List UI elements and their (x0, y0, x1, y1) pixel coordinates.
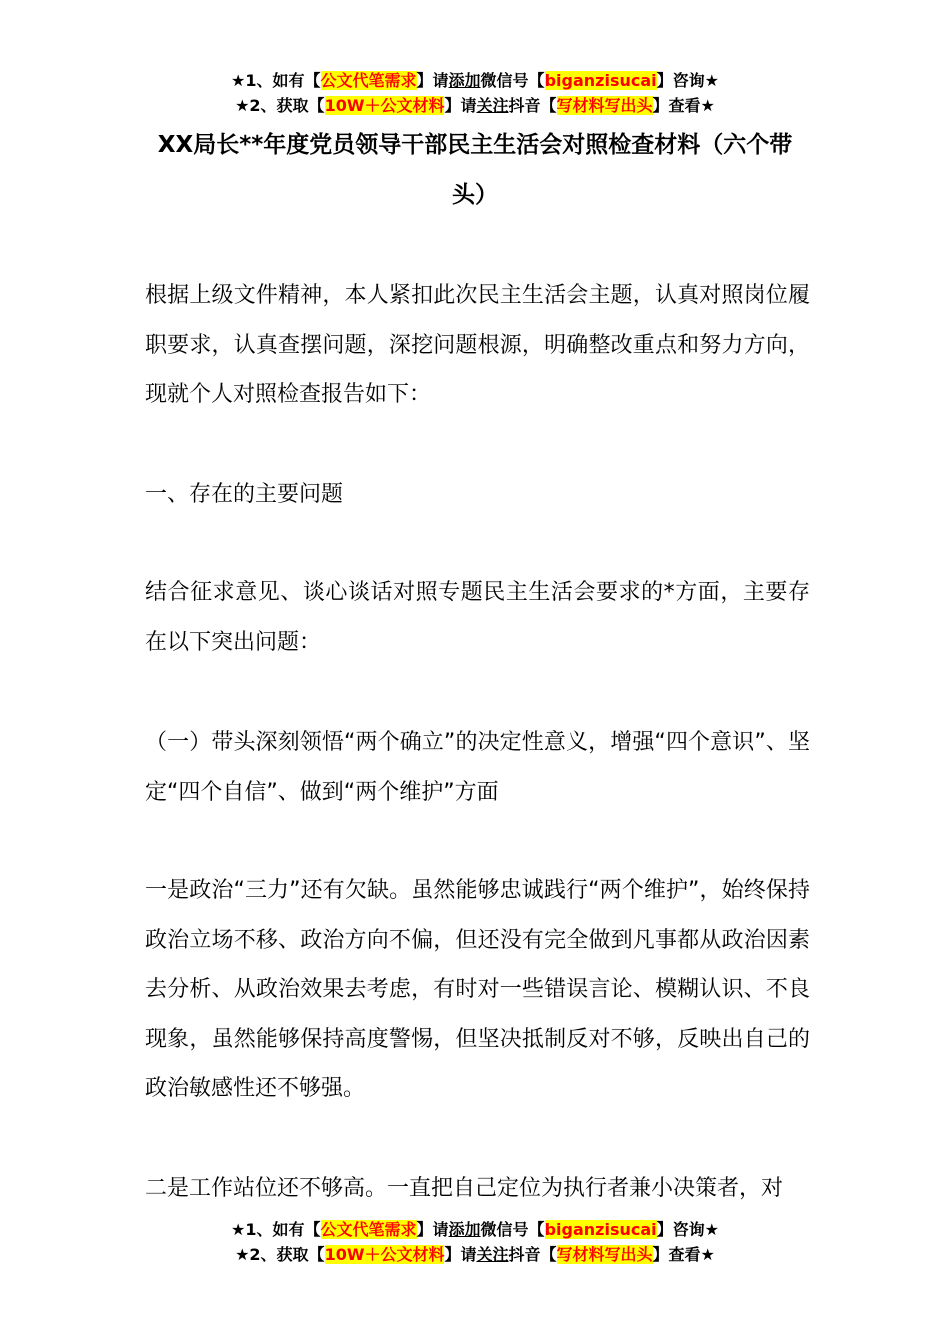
promo-text: 】请 (444, 1245, 477, 1264)
body-paragraph: 结合征求意见、谈心谈话对照专题民主生活会要求的*方面，主要存在以下突出问题： (145, 580, 810, 655)
promo-underlined: 关注 (476, 1245, 509, 1264)
promo-text: 微信号【 (480, 1220, 545, 1239)
promo-highlight: 公文代笔需求 (320, 71, 417, 90)
promo-text: 】咨询★ (656, 71, 719, 90)
promo-text: 】请 (444, 96, 477, 115)
promo-highlight: biganzisucai (544, 71, 657, 90)
promo-text: 】请 (416, 71, 449, 90)
promo-line-2 (0, 1242, 950, 1267)
promo-text: 】查看★ (652, 1245, 715, 1264)
promo-highlight: 公文代笔需求 (320, 1220, 417, 1239)
promo-banner-bottom (0, 1217, 950, 1267)
promo-text: 抖音【 (508, 96, 557, 115)
promo-text: 】查看★ (652, 96, 715, 115)
document-title: XX局长**年度党员领导干部民主生活会对照检查材料（六个带头） (157, 132, 793, 208)
promo-line-1 (0, 1217, 950, 1242)
promo-text: ★2、获取【 (235, 96, 325, 115)
promo-text: 微信号【 (480, 71, 545, 90)
promo-line-1 (0, 68, 950, 93)
body-paragraph: 二是工作站位还不够高。一直把自己定位为执行者兼小决策者，对 (145, 1176, 784, 1201)
promo-banner-top (0, 68, 950, 118)
promo-underlined: 添加 (448, 1220, 481, 1239)
intro-paragraph: 根据上级文件精神，本人紧扣此次民主生活会主题，认真对照岗位履职要求，认真查摆问题，深挖问题根源，明确整改重点和努力方向，现就个人对照检查报告如下： (145, 283, 810, 407)
promo-highlight: 10W＋公文材料 (324, 1245, 445, 1264)
promo-text: ★1、如有【 (231, 1220, 321, 1239)
promo-highlight: 写材料写出头 (556, 1245, 653, 1264)
promo-underlined: 关注 (476, 96, 509, 115)
promo-highlight: 写材料写出头 (556, 96, 653, 115)
promo-line-2 (0, 93, 950, 118)
promo-text: 抖音【 (508, 1245, 557, 1264)
promo-highlight: biganzisucai (544, 1220, 657, 1239)
subsection-heading: （一）带头深刻领悟“两个确立”的决定性意义，增强“四个意识”、坚定“四个自信”、做到“两个维护”方面 (145, 730, 810, 805)
promo-highlight: 10W＋公文材料 (324, 96, 445, 115)
promo-text: ★1、如有【 (231, 71, 321, 90)
body-paragraph: 一是政治“三力”还有欠缺。虽然能够忠诚践行“两个维护”，始终保持政治立场不移、政治方向不偏，但还没有完全做到凡事都从政治因素去分析、从政治效果去考虑，有时对一些错误言论、模糊认识、不良现象，虽然能够保持高度警惕，但坚决抵制反对不够，反映出自己的政治敏感性还不够强。 (145, 878, 810, 1101)
promo-text: 】咨询★ (656, 1220, 719, 1239)
section-heading: 一、存在的主要问题 (145, 482, 344, 507)
promo-text: ★2、获取【 (235, 1245, 325, 1264)
promo-underlined: 添加 (448, 71, 481, 90)
promo-text: 】请 (416, 1220, 449, 1239)
